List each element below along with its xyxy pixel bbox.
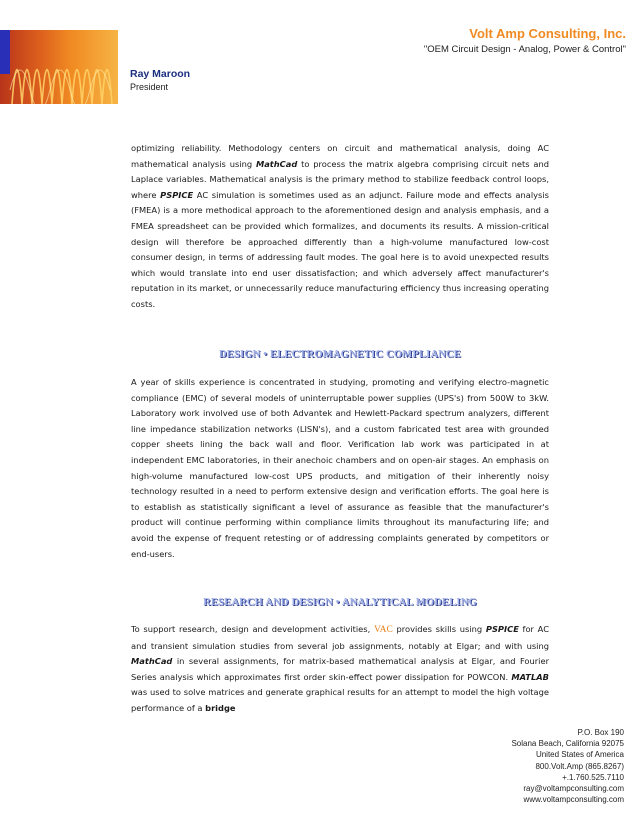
section-paragraph [131, 375, 549, 562]
section-paragraph [131, 141, 549, 313]
text-run: for AC and transient simulation studies from several job assignments, notably at Elgar; and with using [131, 624, 549, 651]
email-link[interactable]: ray@voltampconsulting.com [523, 784, 624, 794]
website-link[interactable]: www.voltampconsulting.com [523, 795, 624, 805]
company-tagline: "OEM Circuit Design - Analog, Power & Control" [423, 44, 626, 55]
section-heading-emc: DESIGN • ELECTROMAGNETIC COMPLIANCE [219, 349, 461, 360]
waveform-graphic [0, 30, 118, 104]
contact-address-block [511, 727, 624, 805]
software-name: MATLAB [511, 671, 549, 682]
company-abbreviation: VAC [373, 625, 393, 635]
text-run: provides skills using [392, 624, 486, 634]
phone-tollfree: 800.Volt.Amp (865.8267) [535, 761, 624, 771]
text-run: to process the matrix algebra comprising circuit nets and Laplace variables. Mathematical analysis is the primary method to stabilize feedback control loops, where [131, 158, 549, 200]
text-run: A year of skills experience is concentrated in studying, promoting and verifying electro-magnetic compliance (EMC) of several models of uninterruptable power supplies (UPS's) from 500W to 3kW. Laboratory work involved use of both Advantek and Hewlett-Packard spectrum analyzers, different line impedance stabilization networks (LISN's), and a custom fabricated test area with grounded copper sheets lining the back wall and floor. Verification lab work was participated in at independent EMC laboratories, in their anechoic chambers and on open-air stages. An emphasis on high-volume manufactured low-cost UPS products, and mitigation of their inherently noisy technology resulted in a need to perform extensive design and verification efforts. The goal here is to establish as statistically significant a level of assurance as feasible that the manufacturer's product will continue performing within compliance limits throughout its manufacturing life; and avoid the expense of frequent retesting or of addressing complaints generated by competitors or end-users. [131, 377, 549, 559]
header-banner-image [0, 30, 118, 104]
blue-edge-accent [0, 30, 10, 74]
company-name: Volt Amp Consulting, Inc. [469, 26, 626, 41]
phone-number: +.1.760.525.7110 [562, 772, 624, 782]
text-run: in several assignments, for matrix-based mathematical analysis at Elgar, and Fourier Series analysis which approximates first order skin-effect power dissipation for POWCON. [131, 656, 549, 682]
section-paragraph [131, 622, 549, 717]
text-run: AC simulation is sometimes used as an adjunct. Failure mode and effects analysis (FMEA) is a more methodical approach to the aforementioned design and analysis emphasis, and a FMEA spreadsheet can be provided which formalizes, and documents its results. A mission-critical design will therefore be approached differently than a high-volume manufactured low-cost consumer design, in terms of addressing fault modes. The goal here is to avoid unexpected results which would translate into end user dissatisfaction; and which adversely affect manufacturer's reputation in its market, or unnecessarily reduce manufacturing efficiency thus increasing operating costs. [131, 189, 550, 309]
address-po-box: P.O. Box 190 [577, 728, 624, 737]
person-name: Ray Maroon [130, 68, 191, 80]
software-name: PSPICE [160, 189, 194, 200]
address-city: Solana Beach, California 92075 [511, 739, 624, 749]
section-heading-research: RESEARCH AND DESIGN • ANALYTICAL MODELING [203, 597, 477, 608]
text-run-bold: bridge [205, 702, 236, 713]
software-name: MathCad [255, 158, 298, 169]
person-title: President [130, 82, 169, 92]
address-country: United States of America [535, 750, 624, 760]
software-name: MathCad [131, 656, 173, 667]
text-run: was used to solve matrices and generate graphical results for an attempt to model the high voltage performance of a [131, 687, 549, 713]
software-name: PSPICE [485, 624, 519, 634]
text-run: To support research, design and development activities, [131, 624, 374, 634]
text-run: optimizing reliability. Methodology centers on circuit and mathematical analysis, doing AC mathematical analysis using [131, 143, 549, 169]
